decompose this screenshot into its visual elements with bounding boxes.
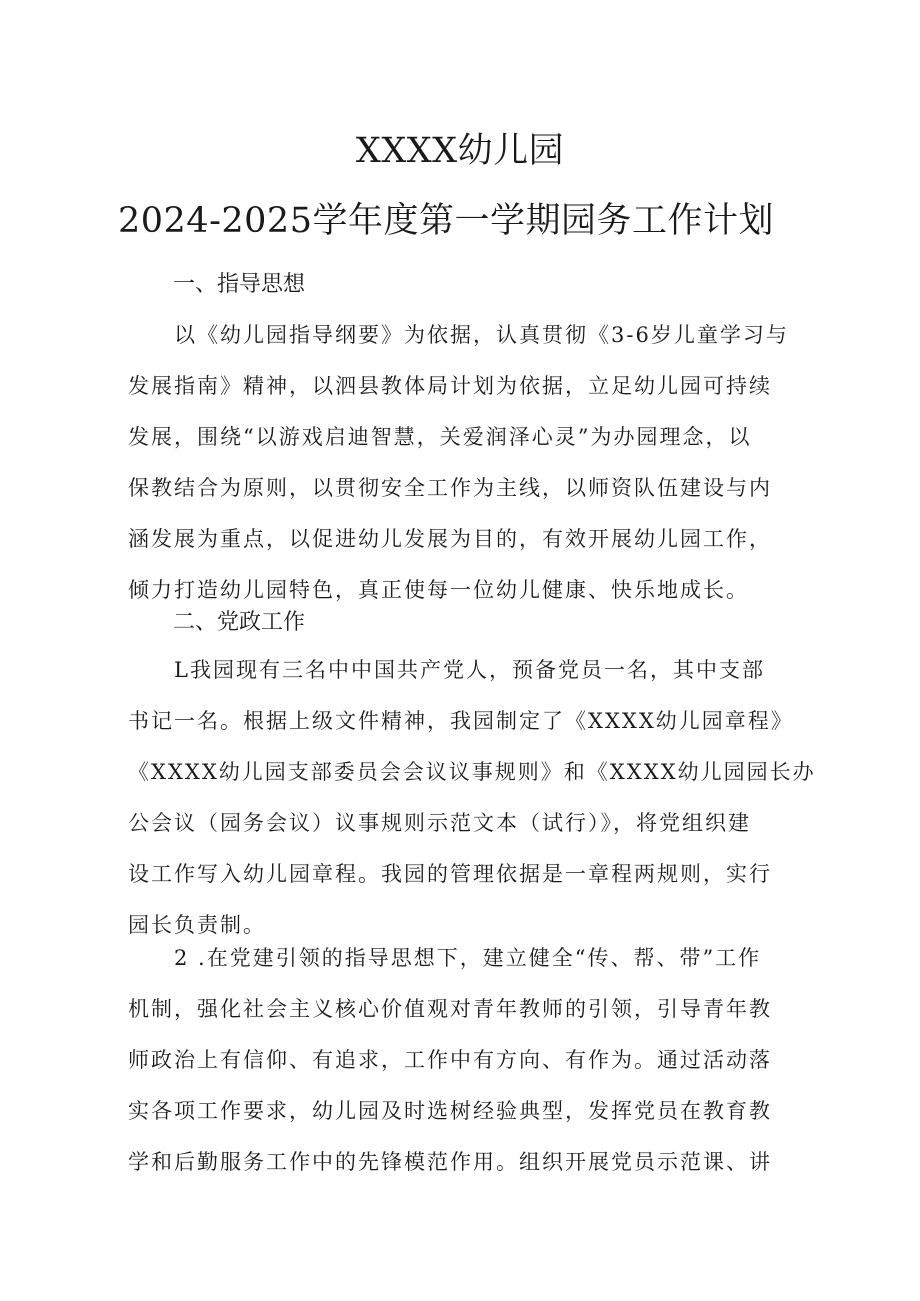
paragraph-line: 发展，围绕“以游戏启迪智慧，关爱润泽心灵”为办园理念，以 — [128, 425, 752, 449]
paragraph-line: 机制，强化社会主义核心价值观对青年教师的引领，引导青年教 — [128, 997, 772, 1021]
paragraph-line: 2 .在党建引领的指导思想下，建立健全“传、帮、带”工作 — [174, 946, 762, 970]
paragraph-line: 发展指南》精神，以泗县教体局计划为依据，立足幼儿园可持续 — [128, 374, 772, 398]
paragraph-line: 书记一名。根据上级文件精神，我园制定了《XXXX幼儿园章程》 — [128, 709, 794, 733]
paragraph-line: 公会议（园务会议）议事规则示范文本（试行）》，将党组织建 — [128, 811, 751, 835]
paragraph-line: 园长负责制。 — [128, 913, 266, 937]
section1-paragraph — [128, 316, 788, 622]
paragraph-line: 《XXXX幼儿园支部委员会会议议事规则》和《XXXX幼儿园园长办 — [128, 760, 816, 784]
paragraph-line: 实各项工作要求，幼儿园及时选树经验典型，发挥党员在教育教 — [128, 1099, 772, 1123]
paragraph-line: 保教结合为原则，以贯彻安全工作为主线，以师资队伍建设与内 — [128, 476, 772, 500]
section2-paragraph-1 — [128, 651, 816, 957]
section2-heading: 二、党政工作 — [173, 610, 306, 635]
paragraph-line: L我园现有三名中中国共产党人，预备党员一名，其中支部 — [174, 658, 765, 682]
paragraph-line: 以《幼儿园指导纲要》为依据，认真贯彻《3-6岁儿童学习与 — [174, 323, 789, 347]
paragraph-line: 学和后勤服务工作中的先锋模范作用。组织开展党员示范课、讲 — [128, 1150, 772, 1174]
document-title-line1: XXXX幼儿园 — [355, 131, 565, 171]
paragraph-line: 倾力打造幼儿园特色，真正使每一位幼儿健康、快乐地成长。 — [128, 578, 749, 602]
paragraph-line: 涵发展为重点，以促进幼儿发展为目的，有效开展幼儿园工作， — [128, 527, 772, 551]
paragraph-line: 设工作写入幼儿园章程。我园的管理依据是一章程两规则，实行 — [128, 862, 772, 886]
section1-heading: 一、指导思想 — [173, 272, 306, 297]
document-title-line2: 2024-2025学年度第一学期园务工作计划 — [118, 201, 774, 241]
paragraph-line: 师政治上有信仰、有追求，工作中有方向、有作为。通过活动落 — [128, 1048, 772, 1072]
section2-paragraph-2 — [128, 939, 788, 1194]
